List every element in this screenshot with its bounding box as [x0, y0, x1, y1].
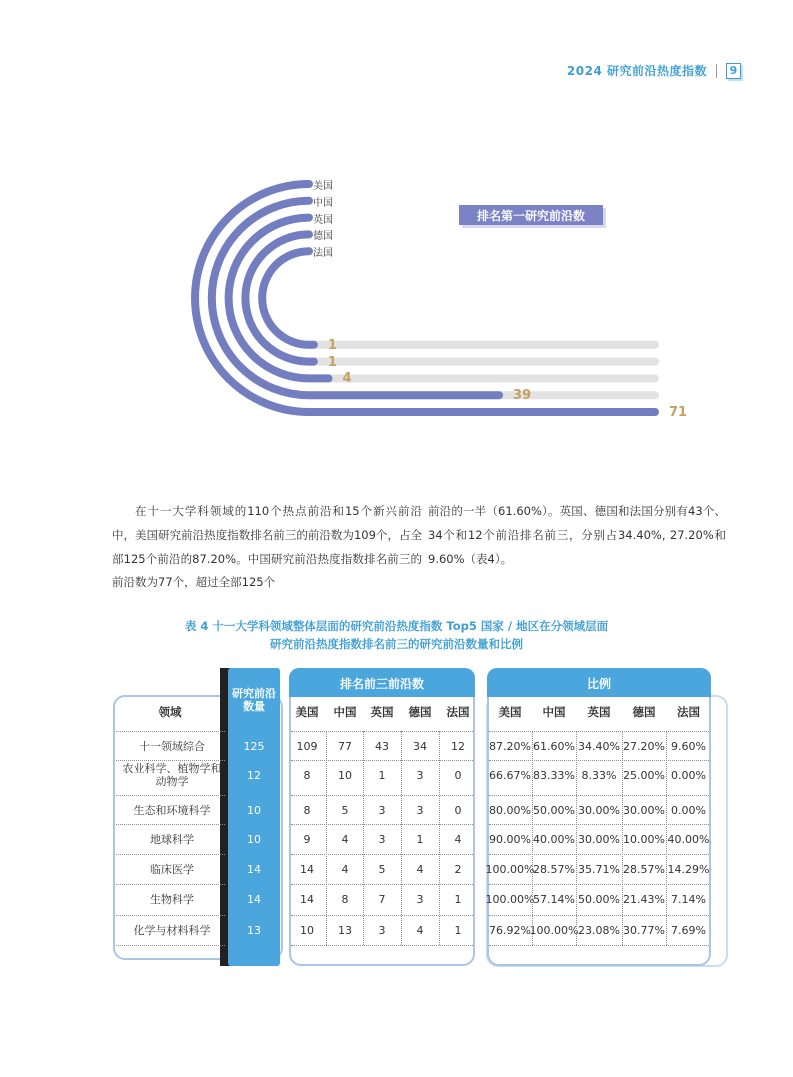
table-rule: [489, 884, 709, 885]
ratio-country-header: 法国: [677, 704, 700, 719]
table-rule: [116, 945, 225, 946]
value-label: 4: [342, 371, 352, 387]
table-rule: [666, 731, 667, 945]
ratio-cell: 23.08%: [578, 923, 620, 937]
rank-cell: 12: [451, 739, 465, 753]
table-rule: [116, 795, 225, 796]
category-label: 中国: [313, 197, 333, 209]
ratio-cell: 40.00%: [667, 832, 710, 846]
ratio-cell: 30.77%: [623, 923, 665, 937]
rank-cell: 3: [378, 923, 386, 937]
row-count: 10: [247, 832, 261, 846]
table-rule: [116, 760, 225, 761]
value-label: 39: [513, 388, 532, 404]
ratio-cell: 66.67%: [489, 768, 531, 782]
ratio-cell: 30.00%: [623, 803, 665, 817]
rank-cell: 43: [375, 739, 389, 753]
count-column-header: 研究前沿数量: [232, 687, 276, 713]
row-count: 14: [247, 862, 261, 876]
rank-country-header: 中国: [333, 704, 357, 719]
rank-group-header: 排名前三前沿数: [289, 668, 475, 698]
ratio-country-header: 德国: [632, 704, 656, 719]
ratio-country-header: 英国: [587, 704, 611, 719]
rank-cell: 4: [454, 832, 462, 846]
bar-法国: [262, 251, 314, 345]
ratio-country-header: 美国: [498, 704, 522, 719]
table-rule: [291, 760, 473, 761]
ratio-cell: 90.00%: [489, 832, 531, 846]
table-rule: [363, 731, 364, 945]
ratio-cell: 8.33%: [581, 768, 617, 782]
rank-cell: 34: [413, 739, 427, 753]
rank-cell: 0: [454, 768, 462, 782]
rank-cell: 4: [341, 832, 349, 846]
ratio-country-header: 中国: [542, 704, 566, 719]
rank-cell: 2: [454, 862, 462, 876]
rank-cell: 14: [300, 862, 314, 876]
row-field: 临床医学: [150, 862, 194, 876]
rank-cell: 77: [338, 739, 352, 753]
chart-title: 排名第一研究前沿数: [459, 205, 603, 225]
ratio-cell: 27.20%: [623, 739, 665, 753]
ratio-cell: 100.00%: [529, 923, 579, 937]
ratio-cell: 50.00%: [578, 892, 620, 906]
table-rule: [489, 915, 709, 916]
category-label: 法国: [313, 248, 333, 260]
page-number: 9: [726, 63, 741, 79]
rank-cell: 7: [378, 892, 386, 906]
table-rule: [576, 731, 577, 945]
rank-cell: 10: [300, 923, 314, 937]
ratio-cell: 50.00%: [533, 803, 575, 817]
ratio-cell: 100.00%: [485, 892, 535, 906]
table-caption-line1: 表 4 十一大学科领域整体层面的研究前沿热度指数 Top5 国家 / 地区在分领域层面: [184, 619, 609, 633]
table-rule: [116, 854, 225, 855]
table-rule: [489, 795, 709, 796]
table-rule: [116, 884, 225, 885]
ratio-cell: 35.71%: [578, 862, 620, 876]
table-caption-line2: 研究前沿热度指数排名前三的研究前沿数量和比例: [270, 637, 523, 651]
field-column-header: 领域: [158, 704, 182, 719]
rank-cell: 3: [416, 803, 424, 817]
rank-cell: 4: [416, 923, 424, 937]
table-rule: [622, 731, 623, 945]
rank-country-header: 法国: [446, 704, 470, 719]
category-label: 德国: [313, 231, 333, 243]
rank-cell: 4: [416, 862, 424, 876]
rank-cell: 1: [378, 768, 386, 782]
ratio-group-header: 比例: [487, 668, 711, 698]
table-rule: [291, 945, 473, 946]
rank-cell: 14: [300, 892, 314, 906]
row-count: 12: [247, 768, 261, 782]
row-count: 13: [247, 923, 261, 937]
ratio-cell: 57.14%: [533, 892, 575, 906]
ratio-cell: 9.60%: [671, 739, 706, 753]
rank-cell: 1: [454, 923, 462, 937]
table-rule: [291, 854, 473, 855]
rank-country-header: 德国: [408, 704, 432, 719]
rank-cell: 4: [341, 862, 349, 876]
table-rule: [489, 824, 709, 825]
ratio-cell: 80.00%: [489, 803, 531, 817]
rank-country-header: 英国: [370, 704, 394, 719]
bar-中国: [212, 201, 499, 395]
category-label: 美国: [313, 181, 333, 192]
rank-cell: 0: [454, 803, 462, 817]
rank-cell: 1: [416, 832, 424, 846]
rank-cell: 3: [416, 768, 424, 782]
ratio-cell: 7.14%: [671, 892, 706, 906]
ratio-cell: 30.00%: [578, 832, 620, 846]
radial-bar-chart: [0, 160, 793, 420]
table-rule: [326, 731, 327, 945]
value-label: 1: [327, 354, 337, 370]
table-rule: [291, 824, 473, 825]
ratio-cell: 7.69%: [671, 923, 706, 937]
ratio-cell: 40.00%: [533, 832, 575, 846]
row-field: 生物科学: [150, 892, 194, 906]
rank-cell: 5: [341, 803, 349, 817]
table-rule: [489, 854, 709, 855]
row-count: 125: [243, 739, 265, 753]
ratio-cell: 76.92%: [489, 923, 531, 937]
body-paragraph-right: 前沿的一半（61.60%）。英国、德国和法国分别有43个、34个和12个前沿排名前三，分别占34.40%, 27.20%和9.60%（表4）。: [428, 504, 726, 566]
rank-cell: 5: [378, 862, 386, 876]
rank-cell: 9: [303, 832, 311, 846]
ratio-cell: 25.00%: [623, 768, 665, 782]
row-field: 十一领域综合: [139, 739, 205, 753]
body-paragraph-left: 在十一大学科领域的110个热点前沿和15个新兴前沿中，美国研究前沿热度指数排名前三的前沿数为109个，占全部125个前沿的87.20%。中国研究前沿热度指数排名前三的前沿数为77个，超过全部125个: [112, 504, 422, 590]
rank-cell: 3: [378, 832, 386, 846]
header-title: 2024 研究前沿热度指数: [566, 64, 707, 78]
value-label: 1: [327, 337, 337, 353]
rank-cell: 3: [378, 803, 386, 817]
ratio-cell: 100.00%: [485, 862, 535, 876]
ratio-cell: 34.40%: [578, 739, 620, 753]
category-label: 英国: [313, 214, 333, 226]
ratio-cell: 28.57%: [533, 862, 575, 876]
row-field: 地球科学: [150, 832, 194, 846]
rank-cell: 10: [338, 768, 352, 782]
table-rule: [116, 915, 225, 916]
page-header: [567, 62, 741, 79]
ratio-cell: 10.00%: [623, 832, 665, 846]
rank-cell: 3: [416, 892, 424, 906]
value-label: 71: [669, 405, 688, 420]
table-rule: [291, 731, 473, 732]
table-rule: [489, 731, 709, 732]
table-rule: [401, 731, 402, 945]
row-field: 农业科学、植物学和动物学: [122, 762, 222, 788]
ratio-cell: 0.00%: [671, 803, 706, 817]
row-count: 14: [247, 892, 261, 906]
ratio-cell: 87.20%: [489, 739, 531, 753]
table-rule: [489, 760, 709, 761]
ratio-cell: 21.43%: [623, 892, 665, 906]
table-rule: [116, 731, 225, 732]
rank-cell: 1: [454, 892, 462, 906]
ratio-cell: 83.33%: [533, 768, 575, 782]
table-rule: [489, 945, 709, 946]
ratio-cell: 28.57%: [623, 862, 665, 876]
table-rule: [291, 915, 473, 916]
table-rule: [116, 824, 225, 825]
row-count: 10: [247, 803, 261, 817]
table-rule: [291, 795, 473, 796]
rank-cell: 8: [341, 892, 349, 906]
rank-cell: 13: [338, 923, 352, 937]
rank-cell: 8: [303, 803, 311, 817]
rank-cell: 8: [303, 768, 311, 782]
rank-cell: 109: [296, 739, 318, 753]
header-divider: [716, 64, 717, 78]
table-rule: [439, 731, 440, 945]
row-field: 化学与材料科学: [133, 923, 211, 937]
ratio-cell: 14.29%: [667, 862, 710, 876]
ratio-cell: 0.00%: [671, 768, 706, 782]
ratio-cell: 61.60%: [533, 739, 575, 753]
table-rule: [291, 884, 473, 885]
ratio-cell: 30.00%: [578, 803, 620, 817]
rank-country-header: 美国: [295, 704, 319, 719]
table-rule: [532, 731, 533, 945]
row-field: 生态和环境科学: [133, 803, 211, 817]
